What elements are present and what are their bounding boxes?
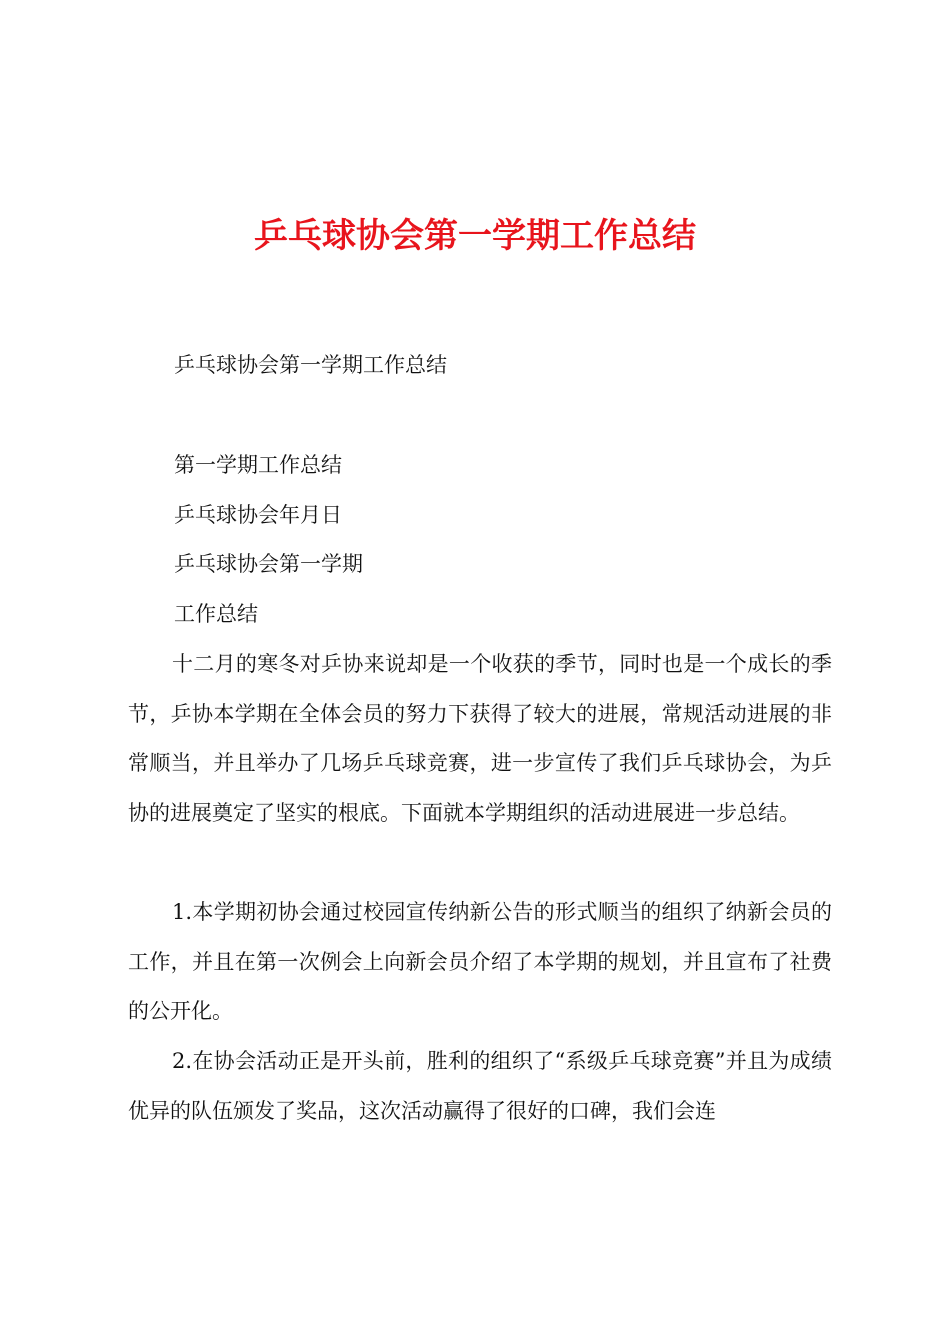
paragraph-item-2: 2.在协会活动正是开头前，胜利的组织了“系级乒乓球竞赛”并且为成绩优异的队伍颁发了奖品，这次活动赢得了很好的口碑，我们会连	[128, 1049, 832, 1123]
document-title: 乒乓球协会第一学期工作总结	[254, 216, 696, 256]
heading-line: 乒乓球协会第一学期	[174, 552, 363, 576]
date-line: 乒乓球协会年月日	[174, 503, 342, 527]
paragraph-item-1: 1.本学期初协会通过校园宣传纳新公告的形式顺当的组织了纳新会员的工作，并且在第一次例会上向新会员介绍了本学期的规划，并且宣布了社费的公开化。	[128, 900, 832, 1023]
subtitle-line: 乒乓球协会第一学期工作总结	[174, 353, 447, 377]
heading-line: 第一学期工作总结	[174, 453, 342, 477]
paragraph-intro: 十二月的寒冬对乒协来说却是一个收获的季节，同时也是一个成长的季节，乒协本学期在全体会员的努力下获得了较大的进展，常规活动进展的非常顺当，并且举办了几场乒乓球竞赛，进一步宣传了我们乒乓球协会，为乒协的进展奠定了坚实的根底。下面就本学期组织的活动进展进一步总结。	[128, 652, 832, 825]
heading-line: 工作总结	[174, 602, 258, 626]
